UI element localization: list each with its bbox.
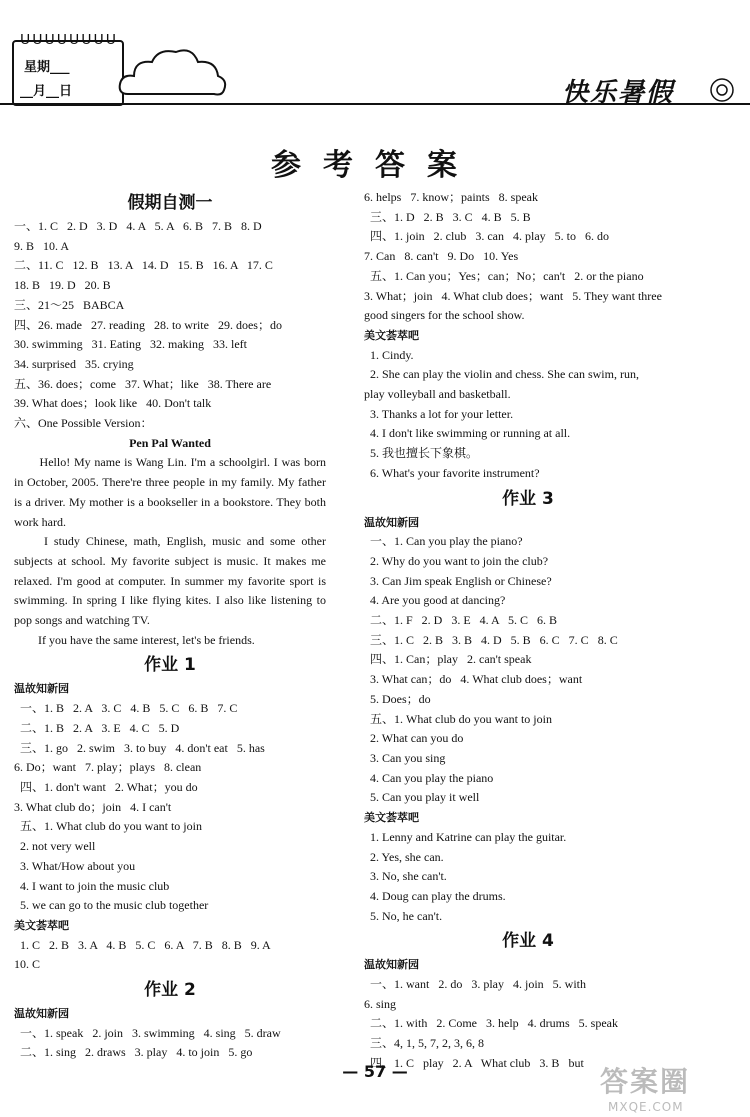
- subsection-label: 温故知新园: [364, 958, 419, 972]
- answer-line: 3. What can；do 4. What club does；want: [364, 672, 583, 687]
- essay-paragraph: I study Chinese, math, English, music and some other subjects at school. My favorite subject is music. It makes me relaxed. I'm good at computer. In summer my favorite sport is swimming. In spring I like flying kites. I also like listening to pop songs and watching TV.: [14, 534, 326, 628]
- calendar-date: __月__日: [20, 84, 73, 99]
- answer-line: 3. No, she can't.: [364, 869, 447, 884]
- answer-line: 一、1. C 2. D 3. D 4. A 5. A 6. B 7. B 8. D: [14, 219, 262, 233]
- answer-line: 3. Can Jim speak English or Chinese?: [364, 573, 552, 588]
- answer-line: 5. No, he can't.: [364, 908, 443, 923]
- answer-line: 一、1. want 2. do 3. play 4. join 5. with: [364, 977, 586, 992]
- essay-title: Pen Pal Wanted: [129, 435, 211, 450]
- answer-line: 4. I want to join the music club: [14, 878, 170, 893]
- answer-line: 18. B 19. D 20. B: [14, 278, 111, 293]
- answer-line: 3. Can you sing: [364, 750, 446, 765]
- answer-line: 五、1. What club do you want to join: [364, 711, 552, 726]
- answer-line: 2. Yes, she can.: [364, 849, 444, 864]
- watermark: [600, 1060, 745, 1112]
- answer-line: 一、1. Can you play the piano?: [364, 534, 523, 549]
- calendar-weekday: 星期___: [24, 60, 70, 75]
- answer-line: 3. Thanks a lot for your letter.: [364, 406, 514, 421]
- answer-line: 3. What/How about you: [14, 858, 136, 873]
- subsection-label: 美文荟萃吧: [364, 328, 419, 342]
- answer-line: 39. What does；look like 40. Don't talk: [14, 396, 212, 411]
- answer-line: 3. What；join 4. What club does；want 5. They want three: [364, 288, 662, 303]
- left-column: [14, 188, 326, 1063]
- page-header: [0, 0, 750, 115]
- answer-line: play volleyball and basketball.: [364, 387, 511, 402]
- answer-line: 2. not very well: [14, 839, 96, 854]
- section-heading: 作业 3: [502, 488, 554, 509]
- answer-line: 三、21～25 BABCA: [14, 297, 125, 312]
- answer-line: 三、1. C 2. B 3. B 4. D 5. B 6. C 7. C 8. C: [364, 632, 618, 647]
- logo: [556, 70, 746, 110]
- answer-line: 4. I don't like swimming or running at all.: [364, 426, 571, 441]
- answer-line: 四、1. C play 2. A What club 3. B but: [364, 1055, 584, 1070]
- answer-line: 1. Lenny and Katrine can play the guitar.: [364, 829, 567, 844]
- answer-line: 五、36. does；come 37. What；like 38. There are: [14, 376, 272, 391]
- answer-line: 34. surprised 35. crying: [14, 356, 134, 371]
- answer-line: 4. Can you play the piano: [364, 770, 494, 785]
- section-heading: 作业 4: [502, 931, 554, 952]
- answer-line: 5. Can you play it well: [364, 790, 480, 805]
- sun-swirl-icon: [706, 74, 742, 104]
- answer-line: 2. She can play the violin and chess. She can swim, run,: [364, 367, 639, 382]
- answer-line: 二、11. C 12. B 13. A 14. D 15. B 16. A 17. C: [14, 258, 273, 273]
- page-title: 参考答案: [271, 148, 479, 183]
- calendar-box: [12, 33, 124, 106]
- answer-line: 6. What's your favorite instrument?: [364, 465, 540, 480]
- answer-line: 4. Are you good at dancing?: [364, 593, 506, 608]
- logo-text: 快乐暑假: [562, 78, 675, 108]
- answer-line: 二、1. sing 2. draws 3. play 4. to join 5. go: [14, 1045, 253, 1060]
- calendar-rings-icon: ᑌᑌᑌᑌᑌᑌᑌᑌ: [20, 33, 118, 48]
- answer-line: good singers for the school show.: [364, 308, 525, 323]
- right-column: [364, 188, 692, 1074]
- answer-line: 30. swimming 31. Eating 32. making 33. left: [14, 337, 247, 352]
- answer-line: 四、1. don't want 2. What；you do: [14, 779, 198, 794]
- answer-line: 5. we can go to the music club together: [14, 898, 209, 913]
- answer-line: 二、1. F 2. D 3. E 4. A 5. C 6. B: [364, 613, 558, 628]
- answer-line: 六、One Possible Version：: [14, 416, 153, 431]
- answer-line: 五、1. Can you；Yes；can；No；can't 2. or the piano: [364, 268, 644, 283]
- essay-paragraph: If you have the same interest, let's be friends.: [14, 632, 255, 647]
- answer-line: 三、4, 1, 5, 7, 2, 3, 6, 8: [364, 1036, 485, 1051]
- answer-line: 2. What can you do: [364, 731, 464, 746]
- answer-line: 四、26. made 27. reading 28. to write 29. does；do: [14, 317, 282, 332]
- answer-line: 五、1. What club do you want to join: [14, 819, 202, 834]
- answer-line: 7. Can 8. can't 9. Do 10. Yes: [364, 249, 519, 264]
- answer-line: 9. B 10. A: [14, 238, 70, 253]
- answer-line: 5. 我也擅长下象棋。: [364, 446, 479, 461]
- answer-line: 二、1. B 2. A 3. E 4. C 5. D: [14, 720, 180, 735]
- answer-line: 5. Does；do: [364, 691, 431, 706]
- answer-line: 3. What club do；join 4. I can't: [14, 799, 172, 814]
- section-heading: 作业 2: [144, 980, 196, 1001]
- answer-line: 6. sing: [364, 996, 397, 1011]
- page-number: — 57 —: [342, 1062, 408, 1081]
- watermark-title: 答案圈: [600, 1065, 691, 1098]
- answer-line: 三、1. D 2. B 3. C 4. B 5. B: [364, 209, 531, 224]
- subsection-label: 温故知新园: [14, 1007, 69, 1021]
- answer-line: 四、1. join 2. club 3. can 4. play 5. to 6. do: [364, 229, 609, 244]
- answer-line: 6. helps 7. know；paints 8. speak: [364, 190, 538, 204]
- answer-line: 1. Cindy.: [364, 347, 414, 362]
- watermark-url: MXQE.COM: [608, 1100, 684, 1114]
- answer-line: 10. C: [14, 957, 41, 972]
- answer-line: 一、1. speak 2. join 3. swimming 4. sing 5. draw: [14, 1025, 281, 1040]
- subsection-label: 美文荟萃吧: [14, 918, 69, 932]
- answer-line: 三、1. go 2. swim 3. to buy 4. don't eat 5. has: [14, 740, 265, 755]
- essay-paragraph: Hello! My name is Wang Lin. I'm a schoolgirl. I was born in October, 2005. There're three people in my family. My father is a driver. My mother is a bookseller in a bookstore. They both work hard.: [14, 455, 326, 529]
- answer-line: 一、1. B 2. A 3. C 4. B 5. C 6. B 7. C: [14, 701, 238, 716]
- answer-line: 2. Why do you want to join the club?: [364, 553, 549, 568]
- section-heading: 假期自测一: [127, 193, 213, 213]
- answer-line: 二、1. with 2. Come 3. help 4. drums 5. speak: [364, 1016, 618, 1031]
- answer-line: 4. Doug can play the drums.: [364, 888, 506, 903]
- subsection-label: 温故知新园: [364, 515, 419, 529]
- cloud-icon: [118, 44, 228, 100]
- answer-line: 四、1. Can；play 2. can't speak: [364, 652, 532, 667]
- answer-line: 6. Do；want 7. play；plays 8. clean: [14, 760, 202, 775]
- subsection-label: 美文荟萃吧: [364, 811, 419, 825]
- subsection-label: 温故知新园: [14, 682, 69, 696]
- section-heading: 作业 1: [144, 655, 196, 676]
- answer-line: 1. C 2. B 3. A 4. B 5. C 6. A 7. B 8. B 9. A: [14, 937, 271, 952]
